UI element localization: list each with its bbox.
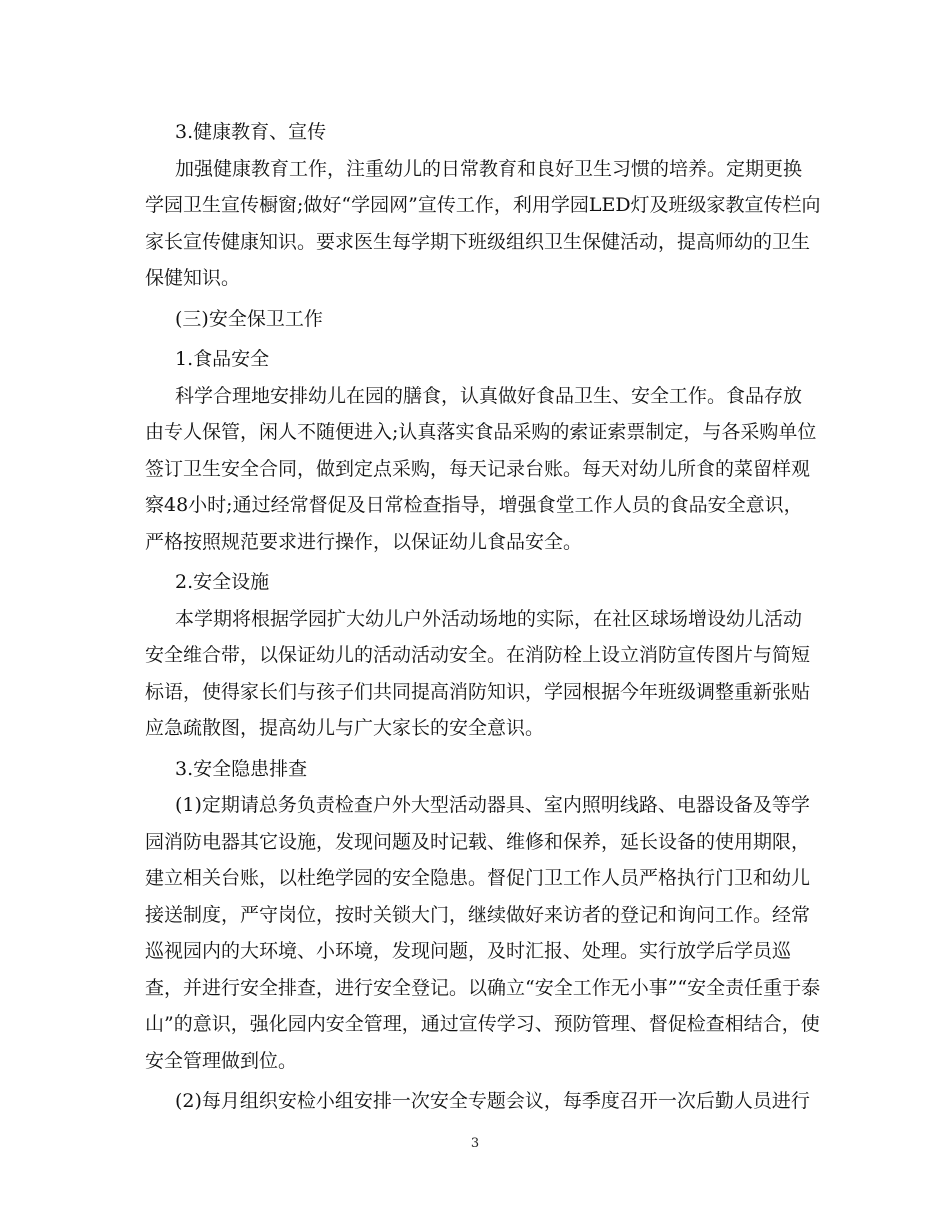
paragraph-line: 安全维合带，以保证幼儿的活动活动安全。在消防栓上设立消防宣传图片与简短 (145, 644, 811, 666)
paragraph-line: 签订卫生安全合同，做到定点采购，每天记录台账。每天对幼儿所食的菜留样观 (145, 457, 811, 480)
paragraph-line: 科学合理地安排幼儿在园的膳食，认真做好食品卫生、安全工作。食品存放 (175, 384, 803, 407)
section-heading: 3.安全隐患排查 (175, 757, 308, 780)
paragraph-line: 园消防电器其它设施，发现问题及时记载、维修和保养，延长设备的使用期限， (145, 830, 811, 853)
paragraph-line: 加强健康教育工作，注重幼儿的日常教育和良好卫生习惯的培养。定期更换 (175, 157, 803, 180)
section-heading: (三)安全保卫工作 (175, 307, 323, 330)
section-heading: 1.食品安全 (175, 348, 270, 370)
paragraph-line: (1)定期请总务负责检查户外大型活动器具、室内照明线路、电器设备及等学 (175, 794, 810, 816)
section-heading: 2.安全设施 (175, 571, 270, 593)
paragraph-line: 查，并进行安全排查，进行安全登记。以确立“安全工作无小事”“安全责任重于泰 (145, 976, 821, 999)
paragraph-line: (2)每月组织安检小组安排一次安全专题会议，每季度召开一次后勤人员进行 (175, 1090, 810, 1112)
paragraph-line: 察48小时;通过经常督促及日常检查指导，增强食堂工作人员的食品安全意识， (145, 494, 803, 516)
paragraph-line: 巡视园内的大环境、小环境，发现问题，及时汇报、处理。实行放学后学员巡 (145, 940, 792, 962)
paragraph-line: 严格按照规范要求进行操作，以保证幼儿食品安全。 (145, 530, 583, 553)
document-body (145, 114, 821, 1120)
paragraph-line: 建立相关台账，以杜绝学园的安全隐患。督促门卫工作人员严格执行门卫和幼儿 (145, 867, 811, 889)
paragraph-line: 安全管理做到位。 (145, 1049, 298, 1072)
paragraph-line: 本学期将根据学园扩大幼儿户外活动场地的实际，在社区球场增设幼儿活动 (175, 607, 803, 630)
paragraph-line: 山”的意识，强化园内安全管理，通过宣传学习、预防管理、督促检查相结合，使 (145, 1013, 820, 1035)
section-heading: 3.健康教育、宣传 (175, 121, 327, 143)
paragraph-line: 标语，使得家长们与孩子们共同提高消防知识，学园根据今年班级调整重新张贴 (145, 680, 811, 703)
paragraph-line: 家长宣传健康知识。要求医生每学期下班级组织卫生保健活动，提高师幼的卫生 (145, 230, 811, 253)
paragraph-line: 应急疏散图，提高幼儿与广大家长的安全意识。 (145, 717, 545, 739)
paragraph-line: 学园卫生宣传橱窗;做好“学园网”宣传工作，利用学园LED灯及班级家教宣传栏向 (145, 194, 821, 216)
paragraph-line: 接送制度，严守岗位，按时关锁大门，继续做好来访者的登记和询问工作。经常 (145, 903, 811, 926)
page-number: 3 (470, 1136, 480, 1151)
paragraph-line: 保健知识。 (145, 267, 241, 289)
paragraph-line: 由专人保管，闲人不随便进入;认真落实食品采购的索证索票制定，与各采购单位 (145, 421, 817, 443)
